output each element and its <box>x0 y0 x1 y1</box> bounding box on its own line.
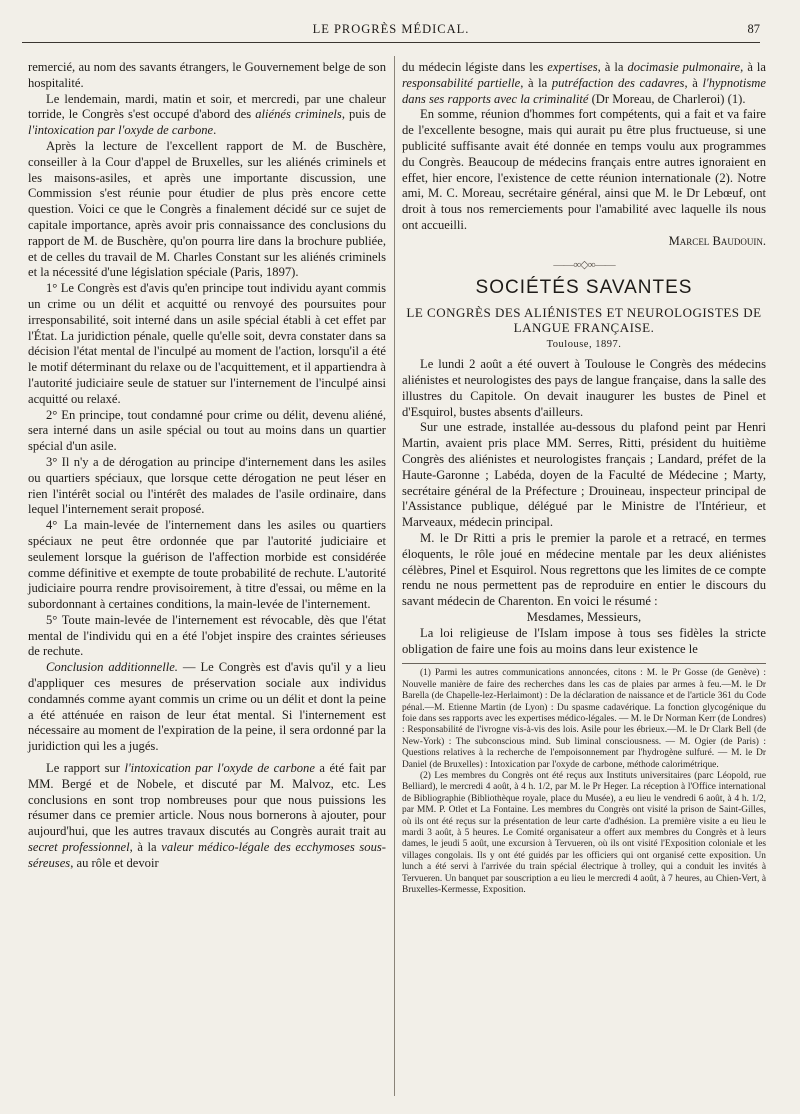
footnotes <box>402 663 766 896</box>
salutation: Mesdames, Messieurs, <box>526 609 642 624</box>
paragraph: En somme, réunion d'hommes fort compétents, qui a fait et va faire de l'excellente besogne, mais qui aurait pu être plus fructueuse, si une publicité suffisante avait été donnée en temps voulu aux programmes du Congrès. Beaucoup de médecins français entre autres ignoraient en effet, hier encore, l'existence de cette réunion internationale (2). Notre ami, M. C. Moreau, secrétaire général, ainsi que M. le Dr Lebœuf, ont droit à tous nos remerciements pour l'amabilité avec laquelle ils nous ont accueilli. <box>402 107 766 232</box>
signature-line <box>402 234 766 250</box>
column-divider <box>394 56 395 1096</box>
paragraph: M. le Dr Ritti a pris le premier la parole et a retracé, en termes éloquents, le rôle joué en médecine mentale par les deux aliénistes célèbres, Pinel et Esquirol. Nous regrettons que les limites de ce compte rendu ne nous permettent pas de reproduire en entier le discours du savant médecin de Charenton. En voici le résumé : <box>402 530 766 609</box>
footnote: (2) Les membres du Congrès ont été reçus aux Instituts universitaires (parc Léopold, rue Belliard), le mercredi 4 août, à 4 h. 1/2, par M. le Pr Heger. La réception à l'Office international de Bibliographie (Bibliothèque royale, place du Musée), a eu lieu le vendredi 6 août, à 4 h. 1/2, par MM. P. Otlet et La Fontaine. Les membres du Congrès ont visité la prison de Saint-Gilles, où ils ont été reçus sur la présentation de leur carte d'adhésion. La première visite a eu lieu le mardi 3 août, à 5 heures. Le Comité organisateur a offert aux membres du Congrès et à leurs dames, le jeudi 5 août, une excursion à Tervueren, où ils ont visité l'Exposition coloniale et les villages congolais. Ils y ont été guidés par les officiers qui ont organisé cette exposition. Un lunch a été servi à l'arrivée du train spécial électrique à trolley, qui a conduit les invités à Tervueren. Un banquet par souscription a eu lieu le mercredi 4 août, à 7 heures, au Chien-Vert, à Bruxelles-Kermesse, Exposition. <box>402 770 766 896</box>
paragraph: Sur une estrade, installée au-dessous du plafond peint par Henri Martin, avaient pris place MM. Serres, Ritti, président du huitième Congrès des aliénistes et neurologistes français ; Landard, préfet de la Haute-Garonne ; Labéda, doyen de la Faculté de Médecine ; Marty, secrétaire général de la Préfecture ; Drouineau, inspecteur principal de l'Assistance publique, délégué par le Ministre de l'Intérieur, et Marveaux, médecin principal. <box>402 420 766 530</box>
right-column <box>402 60 766 896</box>
paragraph: Le lundi 2 août a été ouvert à Toulouse le Congrès des médecins aliénistes et neurologistes des pays de langue française, dans la salle des illustres du Capitole. On devait inaugurer les bustes de Pinel et d'Esquirol, bustes absents d'ailleurs. <box>402 357 766 419</box>
additional-conclusion: Conclusion additionnelle. — Le Congrès est d'avis qu'il y a lieu d'appliquer ces mesures de préservation sociale aux individus condamnés comme ayant commis un crime ou un délit et dont la peine a été atténuée en raison de leur état mental. Si l'internement est nécessaire au moment de l'expiration de la peine, il sera ordonné par la juridiction qui les a jugés. <box>28 660 386 754</box>
resolution-item: 4° La main-levée de l'internement dans les asiles ou quartiers spéciaux ne peut être ordonnée que par l'autorité judiciaire et seulement lorsque la guérison de l'affection morbide est considérée comme définitive et exempte de toute probabilité de rechute. L'autorité judiciaire pourra rendre provisoirement, à titre d'essai, ou même en la subordonnant à certaines conditions, la main-levée de l'internement. <box>28 518 386 612</box>
paragraph: Le lendemain, mardi, matin et soir, et mercredi, par une chaleur torride, le Congrès s'est occupé d'abord des aliénés criminels, puis de l'intoxication par l'oxyde de carbone. <box>28 91 386 138</box>
resolution-item: 2° En principe, tout condamné pour crime ou délit, devenu aliéné, sera interné dans un asile spécial ou tout au moins dans un quartier spécial d'un asile. <box>28 407 386 454</box>
left-column <box>28 60 386 872</box>
paragraph: La loi religieuse de l'Islam impose à tous ses fidèles la stricte obligation de faire une fois au moins dans leur existence le <box>402 625 766 656</box>
article-title: LE CONGRÈS DES ALIÉNISTES ET NEUROLOGISTES DE LANGUE FRANÇAISE. <box>406 305 762 336</box>
footnote: (1) Parmi les autres communications annoncées, citons : M. le Pr Gosse (de Genève) : Nouvelle manière de faire des recherches dans les cas de plaies par armes à feu.—M. le Dr Barella (de Chapelle-lez-Herlaimont) : De la déclaration de naissance et de l'article 361 du Code pénal.—M. Etienne Martin (de Lyon) : Du spasme cadavérique. La fonction glycogénique du foie dans ses rapports avec les expertises médico-légales. — M. le Dr Norman Kerr (de Londres) : Responsabilité de l'ivrogne vis-à-vis des lois. Asile pour les ébrieux.—M. le Dr Clark Bell (de New-York) : The subconscious mind. Sub liminal consciousness. — M. Ogier (de Paris) : Questions relatives à la recherche de l'empoisonnement par l'hydrogène sulfuré. — M. le Dr Daniel (de Bruxelles) : Intoxication par l'oxyde de carbone, méthode calorimétrique. <box>402 668 766 770</box>
ornament-divider: ——∞◇∞—— <box>553 258 615 271</box>
journal-title: LE PROGRÈS MÉDICAL. <box>312 22 470 36</box>
resolution-item: 3° Il n'y a de dérogation au principe d'internement dans les asiles ou quartiers spéciaux, que lorsque cette dérogation ne peut léser en rien l'intérêt social ou l'intérêt des malades de l'asile ordinaire, dans lequel l'internement serait proposé. <box>28 454 386 517</box>
article-subhead: Toulouse, 1897. <box>546 339 622 351</box>
paragraph: Le rapport sur l'intoxication par l'oxyde de carbone a été fait par MM. Bergé et de Nobele, et discuté par M. Malvoz, etc. Les conclusions en sont trop nombreuses pour que nous puissions les résumer dans ce premier article. Nous nous bornerons à ajouter, pour aujourd'hui, que les autres travaux discutés au Congrès aurait trait au secret professionnel, à la valeur médico-légale des ecchymoses sous-séreuses, au rôle et devoir <box>28 761 386 870</box>
author-signature: Marcel Baudouin. <box>668 233 766 248</box>
paragraph: Après la lecture de l'excellent rapport de M. de Buschère, conseiller à la Cour d'appel de Bruxelles, sur les aliénés criminels et les maisons-asiles, et après une importante discussion, une Commission s'est réunie pour étudier de plus près encore cette question. Voici ce que le Congrès a finalement décidé sur ce sujet de capitale importance, après avoir pris connaissance des conclusions du rapport de M. de Buschère, qu'on pourra lire dans la brochure publiée, et de celles du travail de M. Charles Constant sur les aliénés criminels et la nécessité d'une législation spéciale (Paris, 1897). <box>28 138 386 280</box>
resolution-item: 5° Toute main-levée de l'internement est révocable, dès que l'état mental de l'individu qui en a été l'objet inspire des craintes sérieuses de rechute. <box>28 612 386 659</box>
section-title: SOCIÉTÉS SAVANTES <box>475 277 693 299</box>
page-header <box>22 22 760 43</box>
paragraph: remercié, au nom des savants étrangers, le Gouvernement belge de son hospitalité. <box>28 60 386 90</box>
resolution-item: 1° Le Congrès est d'avis qu'en principe tout individu ayant commis un crime ou un délit et acquitté ou renvoyé des poursuites pour irresponsabilité, soit interné dans un asile spécial établi à cet effet par l'État. La juridiction pénale, quelle qu'elle soit, devra constater dans sa décision l'état mental de l'inculpé au moment de l'action, lorsqu'il a été le motif déterminant du relaxe ou de l'acquittement, et il appartiendra à l'autorité judiciaire seule de statuer sur l'internement de l'inculpé ainsi acquitté ou relaxé. <box>28 281 386 406</box>
paragraph: du médecin légiste dans les expertises, à la docimasie pulmonaire, à la responsabilité partielle, à la putréfaction des cadavres, à l'hypnotisme dans ses rapports avec la criminalité (Dr Moreau, de Charleroi) (1). <box>402 60 767 106</box>
page-number: 87 <box>747 22 760 36</box>
